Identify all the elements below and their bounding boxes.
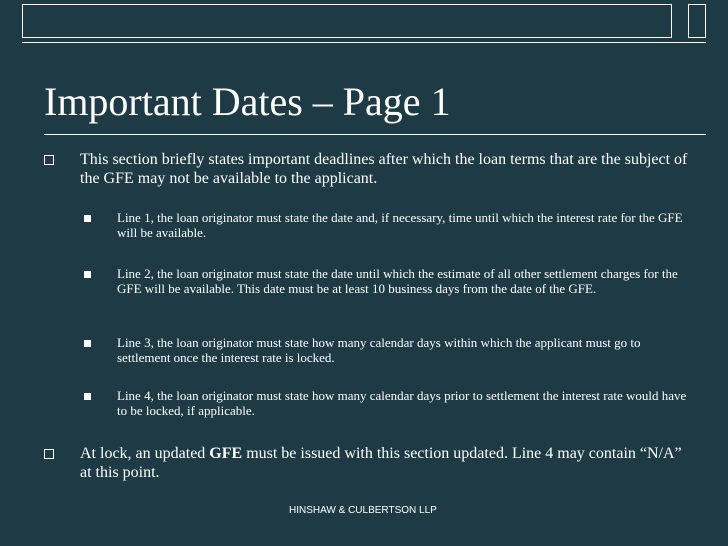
bullet-text: At lock, an updated GFE must be issued with this section updated. Line 4 may contain “N/A” at this point. — [80, 445, 682, 481]
bullet-box-icon — [44, 449, 54, 459]
sub-bullet-text: Line 4, the loan originator must state how many calendar days prior to settlement the interest rate would have to be locked, if applicable. — [117, 388, 687, 418]
bullet-box-icon — [44, 155, 54, 165]
header-cell-wide — [22, 4, 672, 38]
header-rule — [22, 42, 706, 43]
sub-bullet-square-icon — [84, 340, 91, 347]
sub-bullet-square-icon — [84, 271, 91, 278]
bold-term: GFE — [209, 445, 243, 462]
header-cell-small — [688, 4, 706, 38]
sub-bullet-square-icon — [84, 215, 91, 222]
header-grid — [22, 4, 706, 44]
footer-text: HINSHAW & CULBERTSON LLP — [289, 505, 437, 516]
bullet-text: This section briefly states important deadlines after which the loan terms that are the subject of the GFE may not be available to the applicant. — [80, 151, 688, 187]
title-divider — [44, 134, 706, 135]
sub-bullet-text: Line 3, the loan originator must state how many calendar days within which the applicant must go to settlement once the interest rate is locked. — [117, 335, 641, 365]
slide-title: Important Dates – Page 1 — [44, 79, 451, 124]
sub-bullet-text: Line 1, the loan originator must state the date and, if necessary, time until which the interest rate for the GFE will be available. — [117, 210, 683, 240]
sub-bullet-text: Line 2, the loan originator must state the date until which the estimate of all other settlement charges for the GFE will be available. This date must be at least 10 business days from the date of the GFE. — [117, 266, 678, 296]
sub-bullet-square-icon — [84, 393, 91, 400]
